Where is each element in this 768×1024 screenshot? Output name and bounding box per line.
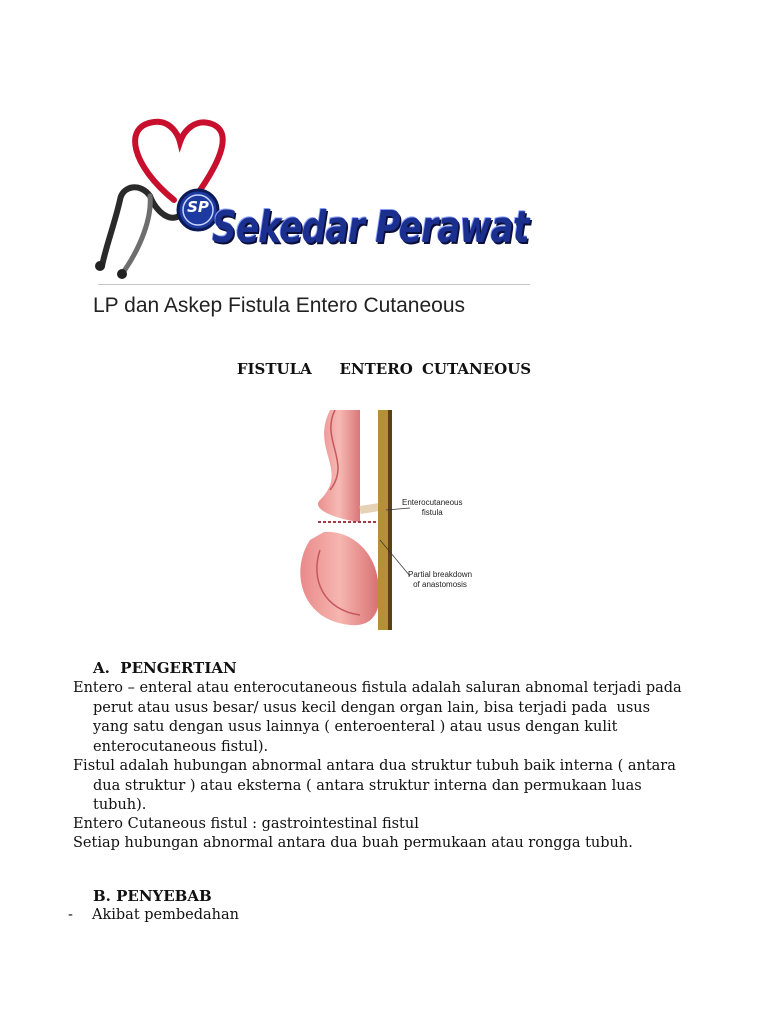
site-logo: [92, 116, 532, 288]
paragraph: Setiap hubungan abnormal antara dua buah permukaan atau rongga tubuh.: [73, 835, 633, 851]
logo-badge-text: SP: [187, 198, 209, 216]
paragraph: Entero Cutaneous fistul : gastrointestinal fistul: [73, 816, 419, 832]
fistula-illustration: [290, 410, 500, 630]
logo-wordmark: Sekedar Perawat: [212, 202, 529, 253]
post-title: LP dan Askep Fistula Entero Cutaneous: [93, 294, 466, 317]
section-heading-penyebab: B. PENYEBAB: [93, 887, 212, 905]
list-item: [68, 907, 239, 923]
intestine-illustration: [290, 410, 500, 630]
document-heading: FISTULA ENTERO CUTANEOUS: [236, 360, 532, 378]
figure-label-anastomosis: Partial breakdown of anastomosis: [408, 570, 473, 589]
bullet-dash: -: [68, 907, 73, 923]
logo-divider: [98, 284, 530, 285]
paragraph: Entero – enteral atau enterocutaneous fistula adalah saluran abnomal terjadi pada perut atau usus besar/ usus kecil dengan organ lain, bisa terjadi pada usus yang satu dengan usus lainnya ( enteroenteral ) atau usus dengan kulit enterocutaneous fistul).: [73, 680, 687, 755]
list-item-text: Akibat pembedahan: [92, 907, 239, 923]
paragraph: Fistul adalah hubungan abnormal antara dua struktur tubuh baik interna ( antara dua struktur ) atau eksterna ( antara struktur interna dan permukaan luas tubuh).: [73, 758, 681, 813]
section-heading-pengertian: A. PENGERTIAN: [93, 659, 237, 677]
figure-label-fistula: Enterocutaneous fistula: [402, 498, 463, 517]
